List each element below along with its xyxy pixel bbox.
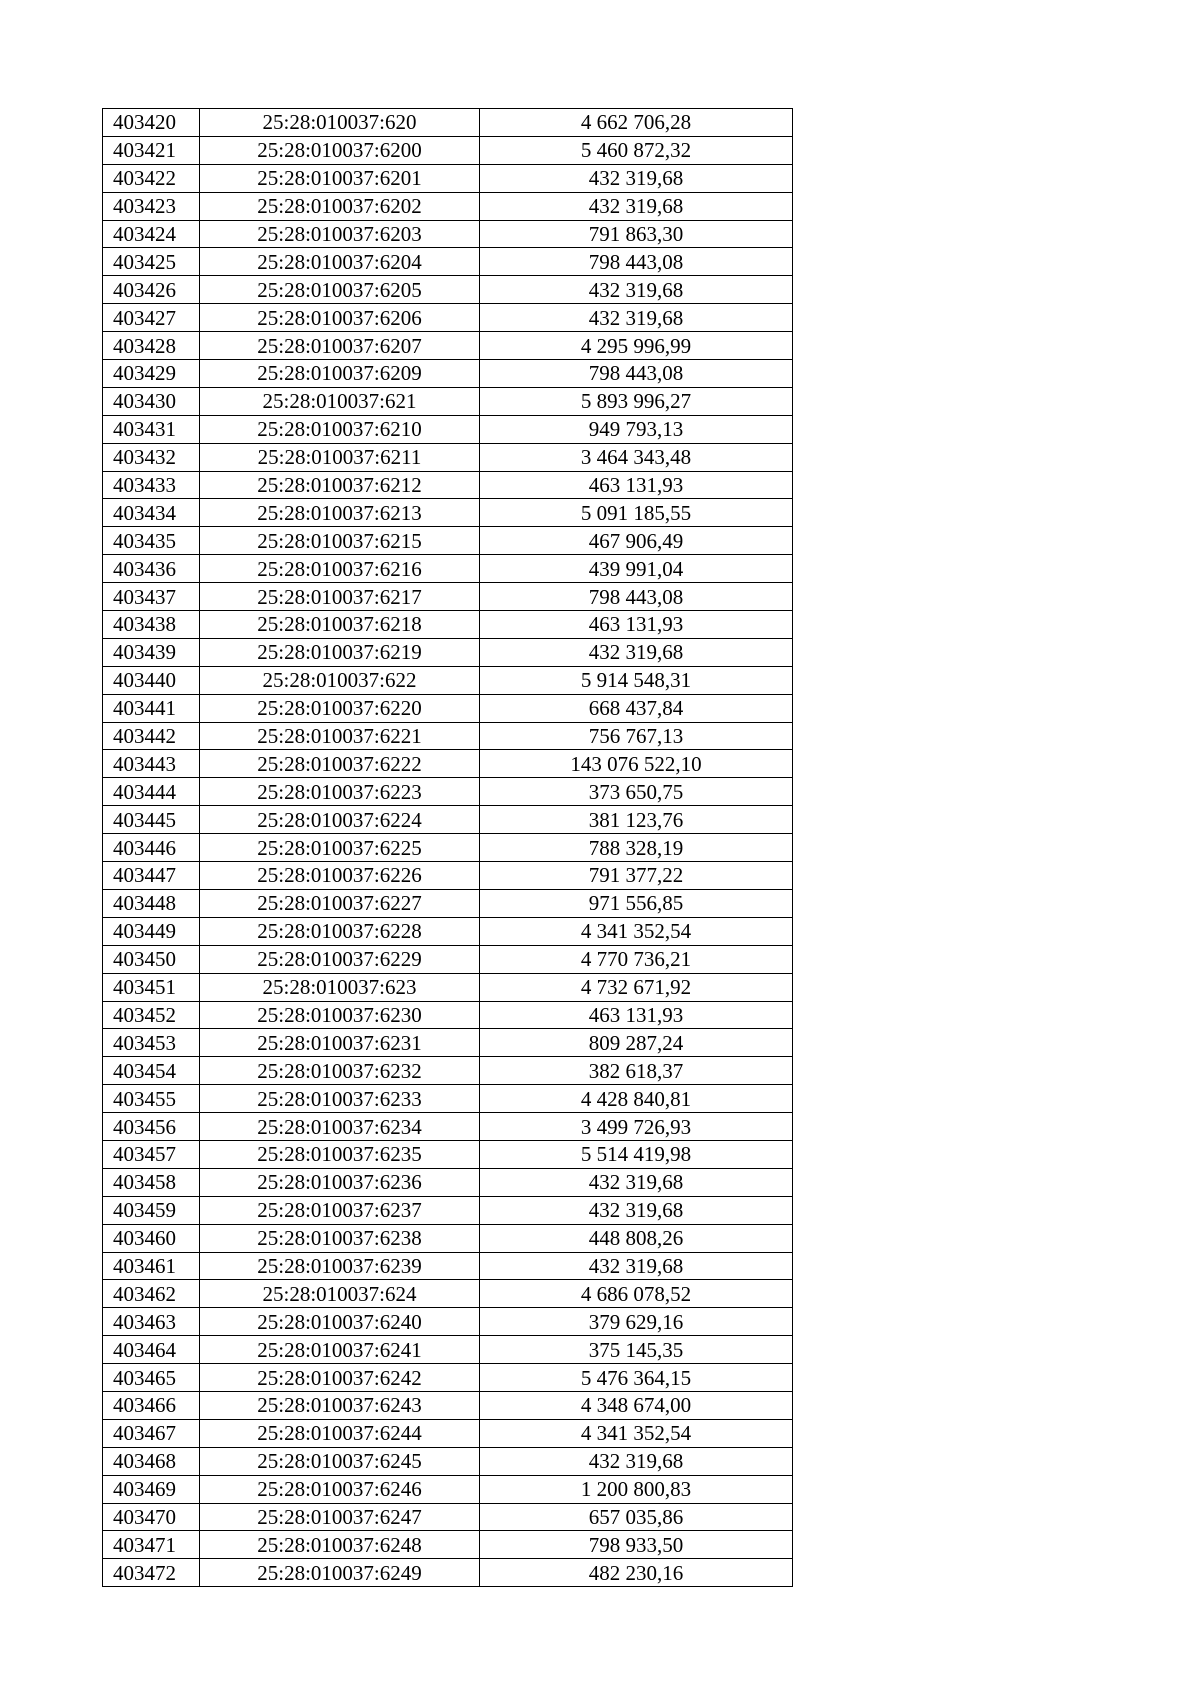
table-row: [103, 583, 793, 611]
cadastral-value-cell: 463 131,93: [480, 471, 793, 499]
table-row: [103, 1001, 793, 1029]
cadastral-value-cell: 448 808,26: [480, 1224, 793, 1252]
cadastral-value-cell: 373 650,75: [480, 778, 793, 806]
cadastral-value-cell: 4 348 674,00: [480, 1391, 793, 1419]
cadastral-value-cell: 788 328,19: [480, 834, 793, 862]
row-number-cell: 403471: [103, 1531, 200, 1559]
cadastral-number-cell: 25:28:010037:6218: [200, 611, 480, 639]
table-row: [103, 889, 793, 917]
cadastral-value-cell: 657 035,86: [480, 1503, 793, 1531]
cadastral-number-cell: 25:28:010037:6234: [200, 1113, 480, 1141]
row-number-cell: 403432: [103, 443, 200, 471]
cadastral-number-cell: 25:28:010037:6229: [200, 945, 480, 973]
cadastral-number-cell: 25:28:010037:6236: [200, 1168, 480, 1196]
cadastral-value-cell: 5 893 996,27: [480, 387, 793, 415]
row-number-cell: 403464: [103, 1336, 200, 1364]
cadastral-number-cell: 25:28:010037:6213: [200, 499, 480, 527]
row-number-cell: 403433: [103, 471, 200, 499]
cadastral-number-cell: 25:28:010037:6217: [200, 583, 480, 611]
table-row: [103, 387, 793, 415]
cadastral-value-cell: 5 476 364,15: [480, 1364, 793, 1392]
table-row: [103, 1196, 793, 1224]
cadastral-number-cell: 25:28:010037:6226: [200, 862, 480, 890]
cadastral-value-cell: 4 295 996,99: [480, 332, 793, 360]
row-number-cell: 403449: [103, 917, 200, 945]
cadastral-value-cell: 5 460 872,32: [480, 136, 793, 164]
table-row: [103, 611, 793, 639]
row-number-cell: 403444: [103, 778, 200, 806]
table-row: [103, 499, 793, 527]
cadastral-number-cell: 25:28:010037:624: [200, 1280, 480, 1308]
row-number-cell: 403428: [103, 332, 200, 360]
cadastral-number-cell: 25:28:010037:6212: [200, 471, 480, 499]
cadastral-value-cell: 143 076 522,10: [480, 750, 793, 778]
row-number-cell: 403424: [103, 220, 200, 248]
cadastral-number-cell: 25:28:010037:620: [200, 109, 480, 137]
row-number-cell: 403465: [103, 1364, 200, 1392]
row-number-cell: 403462: [103, 1280, 200, 1308]
row-number-cell: 403453: [103, 1029, 200, 1057]
cadastral-number-cell: 25:28:010037:621: [200, 387, 480, 415]
row-number-cell: 403423: [103, 192, 200, 220]
table-row: [103, 1168, 793, 1196]
table-row: [103, 1447, 793, 1475]
cadastral-value-cell: 971 556,85: [480, 889, 793, 917]
cadastral-number-cell: 25:28:010037:6222: [200, 750, 480, 778]
table-row: [103, 638, 793, 666]
cadastral-value-cell: 375 145,35: [480, 1336, 793, 1364]
table-row: [103, 1057, 793, 1085]
cadastral-value-cell: 432 319,68: [480, 638, 793, 666]
cadastral-value-cell: 798 443,08: [480, 583, 793, 611]
table-row: [103, 1252, 793, 1280]
row-number-cell: 403469: [103, 1475, 200, 1503]
row-number-cell: 403426: [103, 276, 200, 304]
table-row: [103, 443, 793, 471]
table-row: [103, 109, 793, 137]
table-row: [103, 1029, 793, 1057]
cadastral-value-cell: 3 499 726,93: [480, 1113, 793, 1141]
cadastral-value-cell: 381 123,76: [480, 806, 793, 834]
cadastral-value-cell: 382 618,37: [480, 1057, 793, 1085]
table-row: [103, 917, 793, 945]
table-row: [103, 1336, 793, 1364]
cadastral-value-cell: 4 770 736,21: [480, 945, 793, 973]
cadastral-number-cell: 25:28:010037:6211: [200, 443, 480, 471]
cadastral-number-cell: 25:28:010037:6221: [200, 722, 480, 750]
cadastral-value-cell: 432 319,68: [480, 1168, 793, 1196]
table-row: [103, 415, 793, 443]
row-number-cell: 403463: [103, 1308, 200, 1336]
table-row: [103, 1364, 793, 1392]
cadastral-number-cell: 25:28:010037:6225: [200, 834, 480, 862]
table-row: [103, 527, 793, 555]
row-number-cell: 403443: [103, 750, 200, 778]
table-row: [103, 862, 793, 890]
cadastral-value-cell: 432 319,68: [480, 304, 793, 332]
table-row: [103, 164, 793, 192]
row-number-cell: 403430: [103, 387, 200, 415]
cadastral-number-cell: 25:28:010037:6241: [200, 1336, 480, 1364]
cadastral-value-cell: 432 319,68: [480, 192, 793, 220]
row-number-cell: 403470: [103, 1503, 200, 1531]
row-number-cell: 403456: [103, 1113, 200, 1141]
table-row: [103, 778, 793, 806]
cadastral-number-cell: 25:28:010037:6231: [200, 1029, 480, 1057]
table-row: [103, 1559, 793, 1587]
row-number-cell: 403439: [103, 638, 200, 666]
cadastral-number-cell: 25:28:010037:6249: [200, 1559, 480, 1587]
row-number-cell: 403459: [103, 1196, 200, 1224]
row-number-cell: 403451: [103, 973, 200, 1001]
table-row: [103, 555, 793, 583]
cadastral-number-cell: 25:28:010037:6227: [200, 889, 480, 917]
cadastral-number-cell: 25:28:010037:6228: [200, 917, 480, 945]
cadastral-number-cell: 25:28:010037:6237: [200, 1196, 480, 1224]
row-number-cell: 403429: [103, 360, 200, 388]
row-number-cell: 403437: [103, 583, 200, 611]
row-number-cell: 403436: [103, 555, 200, 583]
cadastral-value-cell: 482 230,16: [480, 1559, 793, 1587]
table-row: [103, 220, 793, 248]
cadastral-number-cell: 25:28:010037:6215: [200, 527, 480, 555]
table-row: [103, 750, 793, 778]
row-number-cell: 403431: [103, 415, 200, 443]
cadastral-value-cell: 432 319,68: [480, 1447, 793, 1475]
table-row: [103, 1224, 793, 1252]
table-row: [103, 1308, 793, 1336]
cadastral-number-cell: 25:28:010037:6205: [200, 276, 480, 304]
cadastral-number-cell: 25:28:010037:622: [200, 666, 480, 694]
cadastral-number-cell: 25:28:010037:6220: [200, 694, 480, 722]
table-row: [103, 471, 793, 499]
cadastral-number-cell: 25:28:010037:6216: [200, 555, 480, 583]
cadastral-number-cell: 25:28:010037:6242: [200, 1364, 480, 1392]
cadastral-number-cell: 25:28:010037:6245: [200, 1447, 480, 1475]
row-number-cell: 403452: [103, 1001, 200, 1029]
table-row: [103, 276, 793, 304]
cadastral-value-cell: 432 319,68: [480, 164, 793, 192]
cadastral-value-cell: 4 686 078,52: [480, 1280, 793, 1308]
row-number-cell: 403425: [103, 248, 200, 276]
row-number-cell: 403438: [103, 611, 200, 639]
cadastral-value-cell: 798 443,08: [480, 360, 793, 388]
cadastral-number-cell: 25:28:010037:6209: [200, 360, 480, 388]
cadastral-number-cell: 25:28:010037:6243: [200, 1391, 480, 1419]
table-row: [103, 834, 793, 862]
cadastral-value-cell: 432 319,68: [480, 1196, 793, 1224]
cadastral-value-cell: 5 914 548,31: [480, 666, 793, 694]
table-row: [103, 304, 793, 332]
row-number-cell: 403435: [103, 527, 200, 555]
row-number-cell: 403460: [103, 1224, 200, 1252]
table-row: [103, 1475, 793, 1503]
table-row: [103, 1280, 793, 1308]
cadastral-value-cell: 809 287,24: [480, 1029, 793, 1057]
table-body: [103, 109, 793, 1587]
cadastral-value-cell: 379 629,16: [480, 1308, 793, 1336]
cadastral-number-cell: 25:28:010037:6206: [200, 304, 480, 332]
row-number-cell: 403457: [103, 1140, 200, 1168]
row-number-cell: 403434: [103, 499, 200, 527]
cadastral-value-cell: 432 319,68: [480, 1252, 793, 1280]
cadastral-value-cell: 4 732 671,92: [480, 973, 793, 1001]
cadastral-number-cell: 25:28:010037:6204: [200, 248, 480, 276]
row-number-cell: 403454: [103, 1057, 200, 1085]
table-row: [103, 806, 793, 834]
cadastral-value-cell: 4 341 352,54: [480, 917, 793, 945]
table-row: [103, 1085, 793, 1113]
cadastral-number-cell: 25:28:010037:6207: [200, 332, 480, 360]
cadastral-value-cell: 5 091 185,55: [480, 499, 793, 527]
row-number-cell: 403421: [103, 136, 200, 164]
row-number-cell: 403450: [103, 945, 200, 973]
cadastral-number-cell: 25:28:010037:6244: [200, 1419, 480, 1447]
cadastral-number-cell: 25:28:010037:6232: [200, 1057, 480, 1085]
cadastral-number-cell: 25:28:010037:6246: [200, 1475, 480, 1503]
cadastral-value-cell: 3 464 343,48: [480, 443, 793, 471]
row-number-cell: 403422: [103, 164, 200, 192]
row-number-cell: 403420: [103, 109, 200, 137]
cadastral-value-cell: 4 341 352,54: [480, 1419, 793, 1447]
cadastral-number-cell: 25:28:010037:6203: [200, 220, 480, 248]
cadastral-number-cell: 25:28:010037:6247: [200, 1503, 480, 1531]
table-row: [103, 1503, 793, 1531]
cadastral-number-cell: 25:28:010037:6248: [200, 1531, 480, 1559]
cadastral-number-cell: 25:28:010037:6233: [200, 1085, 480, 1113]
cadastral-value-cell: 791 377,22: [480, 862, 793, 890]
cadastral-number-cell: 25:28:010037:6202: [200, 192, 480, 220]
row-number-cell: 403455: [103, 1085, 200, 1113]
table-row: [103, 332, 793, 360]
row-number-cell: 403427: [103, 304, 200, 332]
cadastral-value-cell: 463 131,93: [480, 1001, 793, 1029]
cadastral-number-cell: 25:28:010037:6238: [200, 1224, 480, 1252]
cadastral-number-cell: 25:28:010037:6210: [200, 415, 480, 443]
table-row: [103, 945, 793, 973]
row-number-cell: 403445: [103, 806, 200, 834]
cadastral-number-cell: 25:28:010037:6223: [200, 778, 480, 806]
cadastral-number-cell: 25:28:010037:6201: [200, 164, 480, 192]
cadastral-value-cell: 439 991,04: [480, 555, 793, 583]
table-row: [103, 722, 793, 750]
row-number-cell: 403442: [103, 722, 200, 750]
cadastral-number-cell: 25:28:010037:6224: [200, 806, 480, 834]
cadastral-value-cell: 467 906,49: [480, 527, 793, 555]
cadastral-value-cell: 463 131,93: [480, 611, 793, 639]
cadastral-number-cell: 25:28:010037:6200: [200, 136, 480, 164]
table-row: [103, 1140, 793, 1168]
row-number-cell: 403468: [103, 1447, 200, 1475]
table-row: [103, 694, 793, 722]
cadastral-number-cell: 25:28:010037:623: [200, 973, 480, 1001]
row-number-cell: 403461: [103, 1252, 200, 1280]
table-row: [103, 192, 793, 220]
cadastral-value-cell: 798 443,08: [480, 248, 793, 276]
cadastral-value-table: [102, 108, 793, 1587]
table-row: [103, 248, 793, 276]
cadastral-value-cell: 5 514 419,98: [480, 1140, 793, 1168]
cadastral-number-cell: 25:28:010037:6219: [200, 638, 480, 666]
table-row: [103, 360, 793, 388]
cadastral-value-cell: 4 662 706,28: [480, 109, 793, 137]
cadastral-value-cell: 1 200 800,83: [480, 1475, 793, 1503]
table-row: [103, 1419, 793, 1447]
cadastral-value-cell: 791 863,30: [480, 220, 793, 248]
table-row: [103, 973, 793, 1001]
table-row: [103, 1391, 793, 1419]
cadastral-number-cell: 25:28:010037:6230: [200, 1001, 480, 1029]
cadastral-value-cell: 432 319,68: [480, 276, 793, 304]
row-number-cell: 403472: [103, 1559, 200, 1587]
row-number-cell: 403446: [103, 834, 200, 862]
table-row: [103, 1113, 793, 1141]
row-number-cell: 403441: [103, 694, 200, 722]
table-row: [103, 1531, 793, 1559]
table-row: [103, 666, 793, 694]
row-number-cell: 403467: [103, 1419, 200, 1447]
cadastral-value-cell: 798 933,50: [480, 1531, 793, 1559]
row-number-cell: 403440: [103, 666, 200, 694]
cadastral-value-cell: 949 793,13: [480, 415, 793, 443]
cadastral-number-cell: 25:28:010037:6235: [200, 1140, 480, 1168]
row-number-cell: 403466: [103, 1391, 200, 1419]
row-number-cell: 403447: [103, 862, 200, 890]
cadastral-value-cell: 668 437,84: [480, 694, 793, 722]
cadastral-value-cell: 4 428 840,81: [480, 1085, 793, 1113]
cadastral-value-cell: 756 767,13: [480, 722, 793, 750]
row-number-cell: 403448: [103, 889, 200, 917]
table-row: [103, 136, 793, 164]
cadastral-number-cell: 25:28:010037:6240: [200, 1308, 480, 1336]
cadastral-number-cell: 25:28:010037:6239: [200, 1252, 480, 1280]
row-number-cell: 403458: [103, 1168, 200, 1196]
